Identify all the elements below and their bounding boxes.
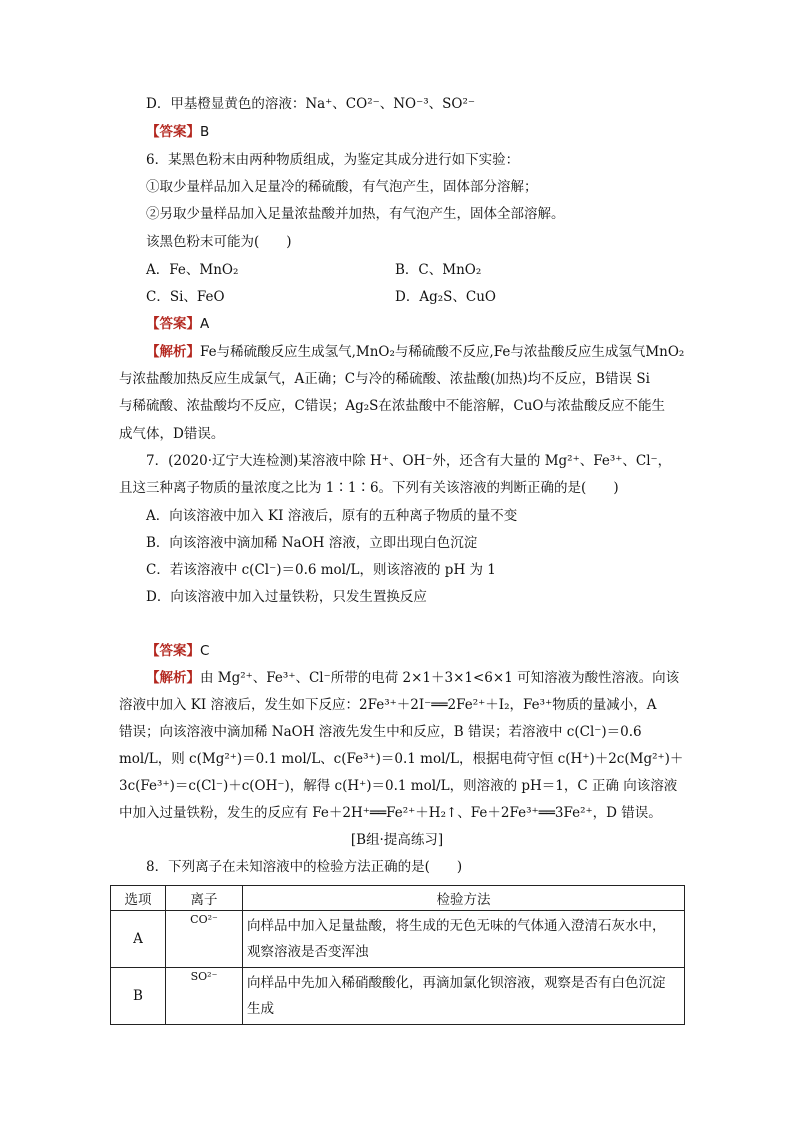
row-method bbox=[243, 911, 685, 968]
q7-explanation-line-6: 中加入过量铁粉，发生的反应有 Fe＋2H⁺══Fe²⁺＋H₂↑、Fe＋2Fe³⁺══3Fe²⁺，D 错误。 bbox=[119, 805, 662, 821]
q6-option-d: D．Ag₂S、CuO bbox=[395, 289, 496, 305]
header-method: 检验方法 bbox=[243, 886, 685, 911]
q7-option-b: B．向该溶液中滴加稀 NaOH 溶液，立即出现白色沉淀 bbox=[146, 535, 478, 551]
q5-answer bbox=[146, 122, 209, 142]
options-table bbox=[110, 885, 685, 1025]
q7-answer bbox=[146, 641, 209, 661]
q6-stem: 6．某黑色粉末由两种物质组成，为鉴定其成分进行如下实验： bbox=[146, 152, 520, 168]
section-heading: [B组·提高练习] bbox=[350, 832, 444, 848]
q6-explanation-line-1 bbox=[146, 342, 684, 362]
answer-tag: 【答案】 bbox=[146, 124, 200, 140]
explanation-tag: 【解析】 bbox=[146, 344, 200, 360]
answer-value: A bbox=[200, 316, 210, 332]
row-option: A bbox=[111, 911, 166, 968]
q7-stem-line-1: 7．(2020·辽宁大连检测)某溶液中除 H⁺、OH⁻外，还含有大量的 Mg²⁺、Fe³⁺、Cl⁻， bbox=[146, 453, 672, 469]
row-ion bbox=[166, 911, 243, 968]
q6-question: 该黑色粉末可能为( ) bbox=[146, 234, 292, 250]
table-row bbox=[111, 968, 685, 1025]
row-ion bbox=[166, 968, 243, 1025]
method-line: 生成 bbox=[247, 1001, 274, 1017]
explanation-text: Fe与稀硫酸反应生成氢气,MnO₂与稀硫酸不反应,Fe与浓盐酸反应生成氢气MnO₂ bbox=[200, 344, 685, 360]
q6-step-1: ①取少量样品加入足量冷的稀硫酸，有气泡产生，固体部分溶解； bbox=[146, 179, 538, 195]
answer-value: B bbox=[200, 124, 210, 140]
q6-explanation-line-3: 与稀硫酸、浓盐酸均不反应，C错误；Ag₂S在浓盐酸中不能溶解，CuO与浓盐酸反应不能生 bbox=[119, 398, 665, 414]
q7-explanation-line-2: 溶液中加入 KI 溶液后，发生如下反应：2Fe³⁺＋2I⁻══2Fe²⁺＋I₂，Fe³⁺物质的量减小，A bbox=[119, 697, 657, 713]
explanation-text: 由 Mg²⁺、Fe³⁺、Cl⁻所带的电荷 2×1＋3×1<6×1 可知溶液为酸性溶液。向该 bbox=[200, 670, 680, 686]
q7-explanation-line-1 bbox=[146, 668, 679, 688]
answer-tag: 【答案】 bbox=[146, 643, 200, 659]
answer-tag: 【答案】 bbox=[146, 316, 200, 332]
explanation-tag: 【解析】 bbox=[146, 670, 200, 686]
q7-option-a: A．向该溶液中加入 KI 溶液后，原有的五种离子物质的量不变 bbox=[146, 508, 518, 524]
q7-explanation-line-3: 错误；向该溶液中滴加稀 NaOH 溶液先发生中和反应，B 错误；若溶液中 c(Cl⁻)＝0.6 bbox=[119, 724, 642, 740]
q6-option-c: C．Si、FeO bbox=[146, 289, 225, 305]
q7-stem-line-2: 且这三种离子物质的量浓度之比为 1∶1∶6。下列有关该溶液的判断正确的是( ) bbox=[119, 480, 619, 496]
table-row bbox=[111, 911, 685, 968]
method-line: 向样品中加入足量盐酸，将生成的无色无味的气体通入澄清石灰水中， bbox=[247, 918, 666, 934]
q6-option-b: B．C、MnO₂ bbox=[395, 262, 482, 278]
q6-explanation-line-2: 与浓盐酸加热反应生成氯气，A正确；C与冷的稀硫酸、浓盐酸(加热)均不反应，B错误 Si bbox=[119, 371, 650, 387]
q6-option-a: A．Fe、MnO₂ bbox=[146, 262, 239, 278]
ion-label: CO²⁻ bbox=[190, 913, 218, 926]
answer-value: C bbox=[200, 643, 210, 659]
q7-option-d: D．向该溶液中加入过量铁粉，只发生置换反应 bbox=[146, 589, 427, 605]
q8-stem: 8．下列离子在未知溶液中的检验方法正确的是( ) bbox=[146, 859, 463, 875]
q6-explanation-line-4: 成气体，D错误。 bbox=[119, 426, 225, 442]
method-line: 向样品中先加入稀硝酸酸化，再滴加氯化钡溶液，观察是否有白色沉淀 bbox=[247, 975, 666, 991]
method-line: 观察溶液是否变浑浊 bbox=[247, 944, 369, 960]
q6-step-2: ②另取少量样品加入足量浓盐酸并加热，有气泡产生，固体全部溶解。 bbox=[146, 206, 565, 222]
header-ion: 离子 bbox=[166, 886, 243, 911]
row-method bbox=[243, 968, 685, 1025]
ion-label: SO²⁻ bbox=[190, 970, 218, 983]
q6-answer bbox=[146, 314, 209, 334]
table-header-row bbox=[111, 886, 685, 911]
row-option: B bbox=[111, 968, 166, 1025]
q7-explanation-line-5: 3c(Fe³⁺)＝c(Cl⁻)＋c(OH⁻)，解得 c(H⁺)＝0.1 mol/L，则溶液的 pH＝1，C 正确 向该溶液 bbox=[119, 778, 678, 794]
q7-explanation-line-4: mol/L，则 c(Mg²⁺)＝0.1 mol/L、c(Fe³⁺)＝0.1 mol/L，根据电荷守恒 c(H⁺)＋2c(Mg²⁺)＋ bbox=[119, 751, 684, 767]
header-option: 选项 bbox=[111, 886, 166, 911]
q5-option-d: D．甲基橙显黄色的溶液：Na⁺、CO²⁻、NO⁻³、SO²⁻ bbox=[146, 96, 476, 112]
q7-option-c: C．若该溶液中 c(Cl⁻)＝0.6 mol/L，则该溶液的 pH 为 1 bbox=[146, 562, 496, 578]
